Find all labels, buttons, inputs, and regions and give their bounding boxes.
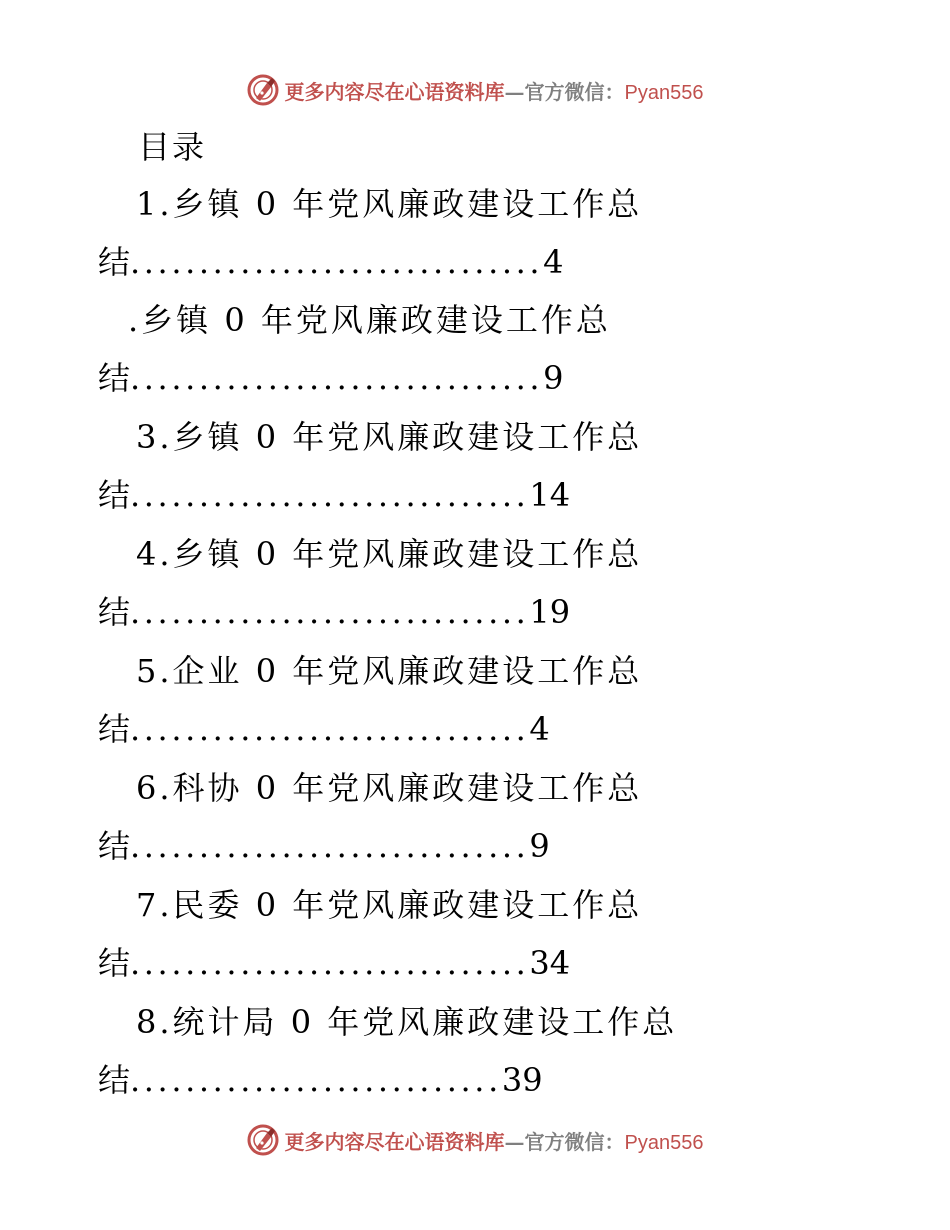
toc-entry-tail-char: 结 <box>98 243 131 281</box>
toc-leader-dots: .............................. <box>130 243 544 281</box>
toc-entry-tail-char: 结 <box>98 593 131 631</box>
pen-nib-logo-icon <box>247 74 279 106</box>
toc-page-number: 9 <box>529 827 550 865</box>
toc-entry-tail-char: 结 <box>98 827 131 865</box>
pen-nib-logo-icon <box>247 1124 279 1156</box>
toc-leader-dots: ............................. <box>130 476 530 514</box>
toc-entry-title-2: .乡镇 0 年党风廉政建设工作总 <box>128 301 611 339</box>
header-banner <box>0 70 950 110</box>
toc-leader-dots: ............................. <box>130 710 530 748</box>
toc-entry-title-4: 4.乡镇 0 年党风廉政建设工作总 <box>136 535 643 573</box>
toc-page-number: 4 <box>529 710 550 748</box>
toc-entry-tail-6 <box>98 826 550 866</box>
toc-leader-dots: ............................. <box>130 944 530 982</box>
toc-page-number: 34 <box>529 944 571 982</box>
toc-page-number: 39 <box>501 1061 543 1099</box>
toc-entry-tail-3 <box>98 475 570 515</box>
toc-entry-tail-8 <box>98 1060 543 1100</box>
toc-entry-tail-5 <box>98 709 550 749</box>
toc-entry-tail-char: 结 <box>98 359 131 397</box>
toc-heading: 目录 <box>138 128 207 166</box>
toc-entry-title-5: 5.企业 0 年党风廉政建设工作总 <box>136 652 643 690</box>
toc-page-number: 4 <box>543 243 564 281</box>
toc-page-number: 14 <box>529 476 571 514</box>
toc-entry-tail-char: 结 <box>98 1061 131 1099</box>
toc-entry-tail-1 <box>98 242 564 282</box>
toc-entry-title-8: 8.统计局 0 年党风廉政建设工作总 <box>136 1003 678 1041</box>
toc-entry-tail-2 <box>98 358 564 398</box>
toc-entry-title-6: 6.科协 0 年党风廉政建设工作总 <box>136 769 643 807</box>
toc-leader-dots: ............................. <box>130 827 530 865</box>
toc-entry-title-7: 7.民委 0 年党风廉政建设工作总 <box>136 886 643 924</box>
toc-entry-tail-4 <box>98 592 570 632</box>
toc-leader-dots: ........................... <box>130 1061 502 1099</box>
toc-entry-title-1: 1.乡镇 0 年党风廉政建设工作总 <box>136 185 643 223</box>
banner-text: 更多内容尽在心语资料库—官方微信：Pyan556 <box>284 79 704 104</box>
footer-banner <box>0 1120 950 1160</box>
toc-entry-tail-char: 结 <box>98 476 131 514</box>
toc-entry-tail-char: 结 <box>98 710 131 748</box>
toc-leader-dots: .............................. <box>130 359 544 397</box>
toc-page-number: 19 <box>529 593 571 631</box>
toc-entry-tail-7 <box>98 943 570 983</box>
toc-entry-title-3: 3.乡镇 0 年党风廉政建设工作总 <box>136 418 643 456</box>
toc-entry-tail-char: 结 <box>98 944 131 982</box>
banner-text: 更多内容尽在心语资料库—官方微信：Pyan556 <box>284 1129 704 1154</box>
toc-page-number: 9 <box>543 359 564 397</box>
toc-leader-dots: ............................. <box>130 593 530 631</box>
